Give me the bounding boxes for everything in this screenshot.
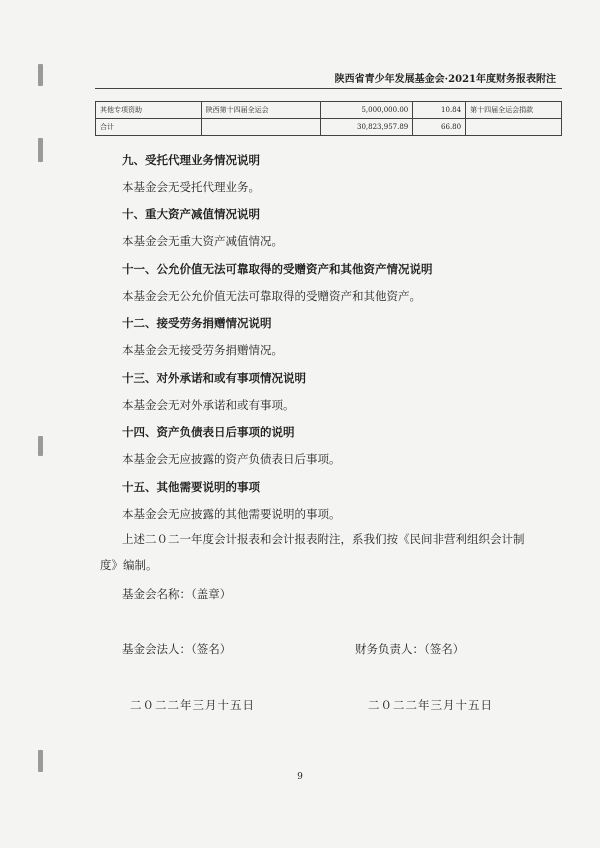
finance-head-signature-field: 财务负责人：（签名） <box>355 642 465 656</box>
section-title: 十、重大资产减值情况说明 <box>122 207 260 221</box>
closing-statement-line2: 度》编制。 <box>100 558 158 572</box>
table-cell-amount: 5,000,000.00 <box>321 102 413 119</box>
table-cell-project <box>201 119 321 136</box>
section-title: 十四、资产负债表日后事项的说明 <box>122 425 295 439</box>
section-title: 十二、接受劳务捐赠情况说明 <box>122 316 272 330</box>
section-body: 本基金会无公允价值无法可靠取得的受赠资产和其他资产。 <box>122 289 421 303</box>
table-cell-note: 第十四届全运会捐款 <box>466 102 562 119</box>
table-cell-note <box>466 119 562 136</box>
fund-table <box>95 101 562 136</box>
legal-rep-signature-field: 基金会法人：（签名） <box>122 642 232 656</box>
scan-artifact <box>38 436 43 456</box>
header-divider <box>95 88 562 89</box>
table-cell-item: 合计 <box>96 119 202 136</box>
table-cell-amount: 30,823,957.89 <box>321 119 413 136</box>
table-row <box>96 102 562 119</box>
table-cell-ratio: 66.80 <box>413 119 466 136</box>
section-body: 本基金会无接受劳务捐赠情况。 <box>122 343 283 357</box>
section-title: 十五、其他需要说明的事项 <box>122 480 260 494</box>
scan-artifact <box>38 64 43 86</box>
page-header: 陕西省青少年发展基金会·2021年度财务报表附注 <box>334 74 556 85</box>
date-left: 二０二二年三月十五日 <box>130 698 255 712</box>
closing-statement-line1: 上述二０二一年度会计报表和会计报表附注，系我们按《民间非营利组织会计制 <box>122 532 525 546</box>
scan-artifact <box>38 750 43 772</box>
date-right: 二０二二年三月十五日 <box>368 698 493 712</box>
table-row <box>96 119 562 136</box>
section-body: 本基金会无重大资产减值情况。 <box>122 234 283 248</box>
foundation-name-field: 基金会名称：（盖章） <box>122 587 232 601</box>
table-cell-ratio: 10.84 <box>413 102 466 119</box>
section-body: 本基金会无应披露的其他需要说明的事项。 <box>122 507 341 521</box>
section-title: 十一、公允价值无法可靠取得的受赠资产和其他资产情况说明 <box>122 262 433 276</box>
section-title: 九、受托代理业务情况说明 <box>122 153 260 167</box>
scan-artifact <box>38 138 43 162</box>
table-cell-project: 陕西第十四届全运会 <box>201 102 321 119</box>
section-body: 本基金会无对外承诺和或有事项。 <box>122 398 295 412</box>
section-body: 本基金会无受托代理业务。 <box>122 180 260 194</box>
table-cell-item: 其他专项资助 <box>96 102 202 119</box>
section-title: 十三、对外承诺和或有事项情况说明 <box>122 371 306 385</box>
page-number: 9 <box>297 772 303 782</box>
section-body: 本基金会无应披露的资产负债表日后事项。 <box>122 452 341 466</box>
